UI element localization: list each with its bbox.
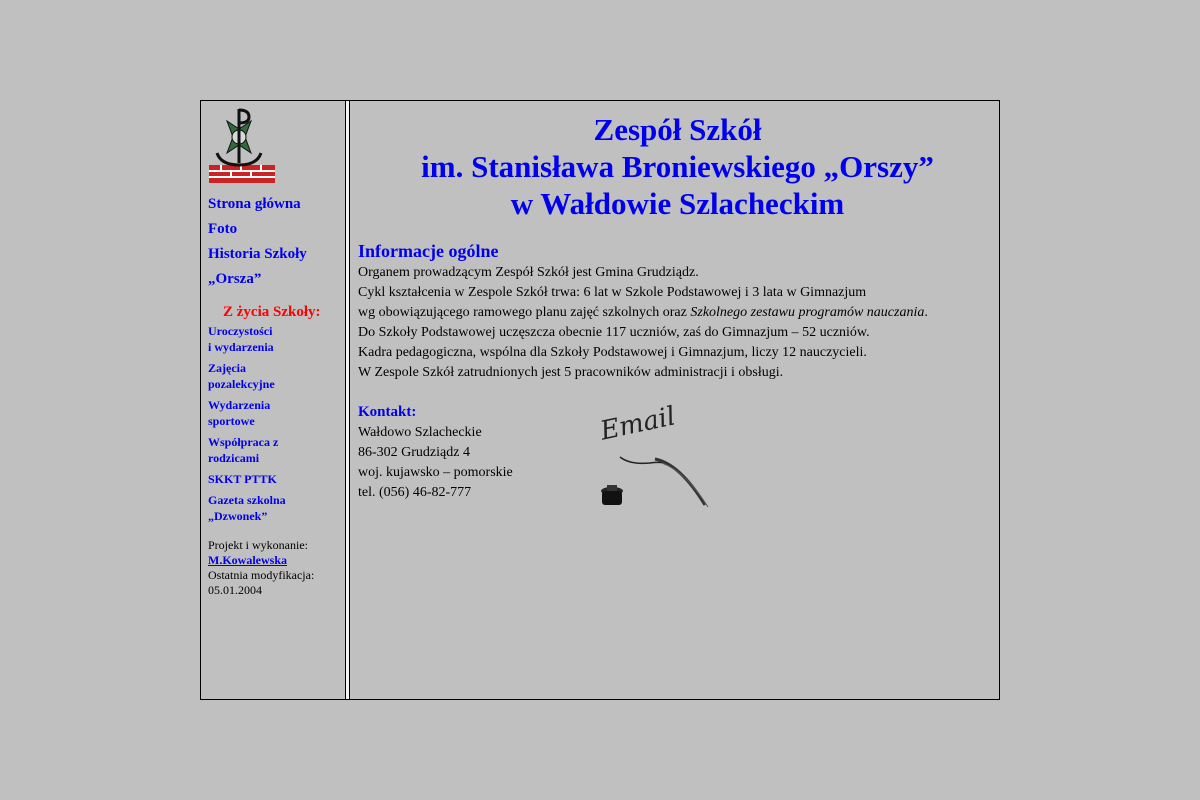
link-line: i wydarzenia bbox=[208, 340, 274, 354]
contact-details bbox=[358, 423, 513, 503]
page-title bbox=[350, 111, 1005, 222]
link-line: SKKT PTTK bbox=[208, 472, 277, 486]
school-life-navigation bbox=[208, 323, 338, 529]
link-line: Gazeta szkolna bbox=[208, 493, 286, 507]
contact-line: Wałdowo Szlacheckie bbox=[358, 425, 482, 440]
title-line: w Wałdowie Szlacheckim bbox=[510, 186, 845, 221]
link-line: sportowe bbox=[208, 414, 255, 428]
info-text-italic: Szkolnego zestawu programów nauczania bbox=[690, 305, 925, 320]
author-link[interactable]: M.Kowalewska bbox=[208, 553, 287, 567]
info-heading: Informacje ogólne bbox=[358, 241, 499, 261]
link-line: Współpraca z bbox=[208, 435, 279, 449]
nav-link-ceremonies[interactable] bbox=[208, 323, 338, 355]
nav-link-skkt[interactable] bbox=[208, 471, 338, 487]
nav-link-orsza[interactable]: „Orsza” bbox=[208, 271, 262, 287]
nav-link-photos[interactable]: Foto bbox=[208, 221, 238, 237]
nav-link-newspaper[interactable] bbox=[208, 492, 338, 524]
page-frame bbox=[200, 100, 1000, 700]
main-content bbox=[350, 101, 999, 699]
info-line bbox=[358, 303, 928, 323]
nav-link-home[interactable]: Strona główna bbox=[208, 196, 301, 212]
info-text bbox=[358, 263, 928, 383]
link-line: Wydarzenia bbox=[208, 398, 271, 412]
nav-link-sports[interactable] bbox=[208, 397, 338, 429]
school-emblem-icon bbox=[207, 107, 279, 185]
info-line: W Zespole Szkół zatrudnionych jest 5 pracowników administracji i obsługi. bbox=[358, 365, 784, 380]
email-label: Email bbox=[597, 401, 679, 447]
info-line: Do Szkoły Podstawowej uczęszcza obecnie 117 uczniów, zaś do Gimnazjum – 52 uczniów. bbox=[358, 325, 870, 340]
nav-link-history[interactable]: Historia Szkoły bbox=[208, 246, 307, 262]
link-line: Zajęcia bbox=[208, 361, 246, 375]
quill-inkwell-icon bbox=[600, 409, 715, 511]
link-line: Uroczystości bbox=[208, 324, 273, 338]
credits-label: Projekt i wykonanie: bbox=[208, 538, 308, 552]
link-line: rodzicami bbox=[208, 451, 260, 465]
modified-date: 05.01.2004 bbox=[208, 583, 262, 597]
main-navigation bbox=[208, 194, 307, 294]
info-text-period: . bbox=[924, 305, 928, 320]
contact-line: 86-302 Grudziądz 4 bbox=[358, 445, 470, 460]
contact-heading: Kontakt: bbox=[358, 404, 417, 420]
nav-link-parents[interactable] bbox=[208, 434, 338, 466]
modified-label: Ostatnia modyfikacja: bbox=[208, 568, 315, 582]
info-text-plain: wg obowiązującego ramowego planu zajęć szkolnych oraz bbox=[358, 305, 687, 320]
email-link[interactable] bbox=[597, 401, 715, 511]
nav-link-extracurricular[interactable] bbox=[208, 360, 338, 392]
info-line: Cykl kształcenia w Zespole Szkół trwa: 6 lat w Szkole Podstawowej i 3 lata w Gimnazjum bbox=[358, 285, 867, 300]
contact-line: tel. (056) 46-82-777 bbox=[358, 485, 472, 500]
section-title: Z życia Szkoły: bbox=[223, 304, 321, 320]
link-line: pozalekcyjne bbox=[208, 377, 275, 391]
credits bbox=[208, 538, 344, 598]
link-line: „Dzwonek” bbox=[208, 509, 268, 523]
info-line: Organem prowadzącym Zespół Szkół jest Gmina Grudziądz. bbox=[358, 265, 699, 280]
title-line: im. Stanisława Broniewskiego „Orszy” bbox=[421, 149, 934, 184]
info-line: Kadra pedagogiczna, wspólna dla Szkoły Podstawowej i Gimnazjum, liczy 12 nauczycieli. bbox=[358, 345, 867, 360]
title-line: Zespół Szkół bbox=[593, 112, 762, 147]
contact-line: woj. kujawsko – pomorskie bbox=[358, 465, 513, 480]
sidebar bbox=[201, 101, 346, 699]
